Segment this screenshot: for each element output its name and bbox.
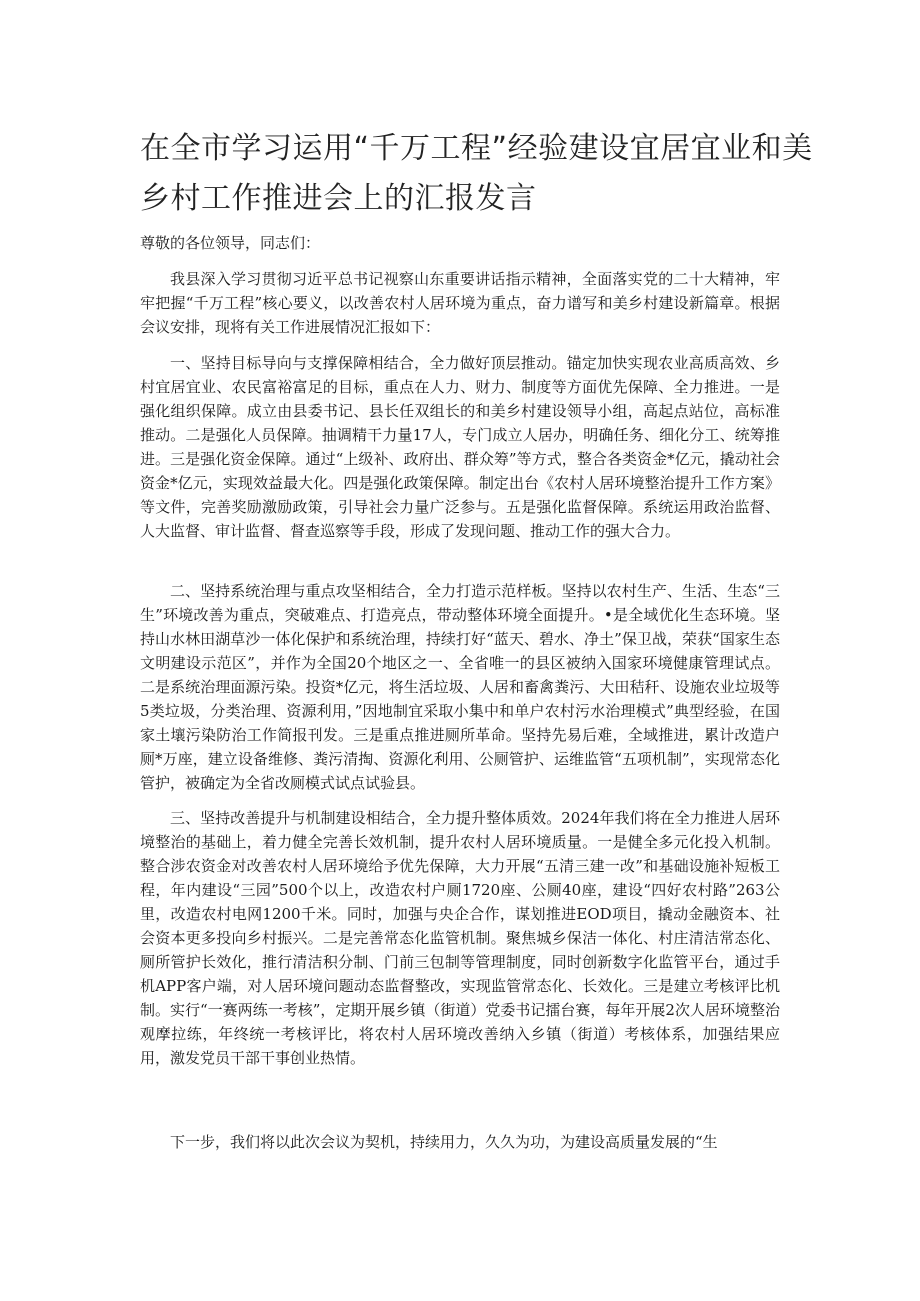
paragraph-section-3: 三、坚持改善提升与机制建设相结合，全力提升整体质效。2024年我们将在全力推进人居环境整治的基础上，着力健全完善长效机制，提升农村人居环境质量。一是健全多元化投入机制。整合涉农资金对改善农村人居环境给予优先保障，大力开展“五清三建一改”和基础设施补短板工程，年内建设“三园”500个以上，改造农村户厕1720座、公厕40座，建设“四好农村路”263公里，改造农村电网1200千米。同时，加强与央企合作，谋划推进EOD项目，撬动金融资本、社会资本更多投向乡村振兴。二是完善常态化监管机制。聚焦城乡保洁一体化、村庄清洁常态化、厕所管护长效化，推行清洁积分制、门前三包制等管理制度，同时创新数字化监管平台，通过手机APP客户端，对人居环境问题动态监督整改，实现监管常态化、长效化。三是建立考核评比机制。实行“一赛两练一考核”，定期开展乡镇（街道）党委书记擂台赛，每年开展2次人居环境整治观摩拉练，年终统一考核评比，将农村人居环境改善纳入乡镇（街道）考核体系，加强结果应用，激发党员干部干事创业热情。 [140, 809, 780, 1067]
paragraph-intro: 我县深入学习贯彻习近平总书记视察山东重要讲话指示精神，全面落实党的二十大精神，牢牢把握“千万工程”核心要义，以改善农村人居环境为重点，奋力谱写和美乡村建设新篇章。根据会议安排，现将有关工作进展情况汇报如下： [140, 270, 780, 336]
document-title [140, 124, 813, 224]
paragraph-section-1: 一、坚持目标导向与支撑保障相结合，全力做好顶层推动。锚定加快实现农业高质高效、乡村宜居宜业、农民富裕富足的目标，重点在人力、财力、制度等方面优先保障、全力推进。一是强化组织保障。成立由县委书记、县长任双组长的和美乡村建设领导小组，高起点站位，高标准推动。二是强化人员保障。抽调精干力量17人，专门成立人居办，明确任务、细化分工、统筹推进。三是强化资金保障。通过“上级补、政府出、群众筹”等方式，整合各类资金*亿元，撬动社会资金*亿元，实现效益最大化。四是强化政策保障。制定出台《农村人居环境整治提升工作方案》等文件，完善奖励激励政策，引导社会力量广泛参与。五是强化监督保障。系统运用政治监督、人大监督、审计监督、督查巡察等手段，形成了发现问题、推动工作的强大合力。 [140, 354, 780, 540]
title-line-2: 乡村工作推进会上的汇报发言 [140, 181, 537, 216]
salutation: 尊敬的各位领导，同志们： [140, 234, 321, 252]
title-line-1: 在全市学习运用“千万工程”经验建设宜居宜业和美 [140, 131, 813, 166]
paragraph-section-2: 二、坚持系统治理与重点攻坚相结合，全力打造示范样板。坚持以农村生产、生活、生态“三生”环境改善为重点，突破难点、打造亮点，带动整体环境全面提升。•是全域优化生态环境。坚持山水林田湖草沙一体化保护和系统治理，持续打好“蓝天、碧水、净土”保卫战，荣获“国家生态文明建设示范区”，并作为全国20个地区之一、全省唯一的县区被纳入国家环境健康管理试点。二是系统治理面源污染。投资*亿元，将生活垃圾、人居和畜禽粪污、大田秸秆、设施农业垃圾等5类垃圾，分类治理、资源利用，”因地制宜采取小集中和单户农村污水治理模式”典型经验，在国家土壤污染防治工作简报刊发。三是重点推进厕所革命。坚持先易后难，全域推进，累计改造户厕*万座，建立设备维修、粪污清掏、资源化利用、公厕管护、运维监管“五项机制”，实现常态化管护，被确定为全省改厕模式试点试验县。 [140, 582, 780, 792]
paragraph-next-steps: 下一步，我们将以此次会议为契机，持续用力，久久为功，为建设高质量发展的“生 [170, 1133, 718, 1151]
